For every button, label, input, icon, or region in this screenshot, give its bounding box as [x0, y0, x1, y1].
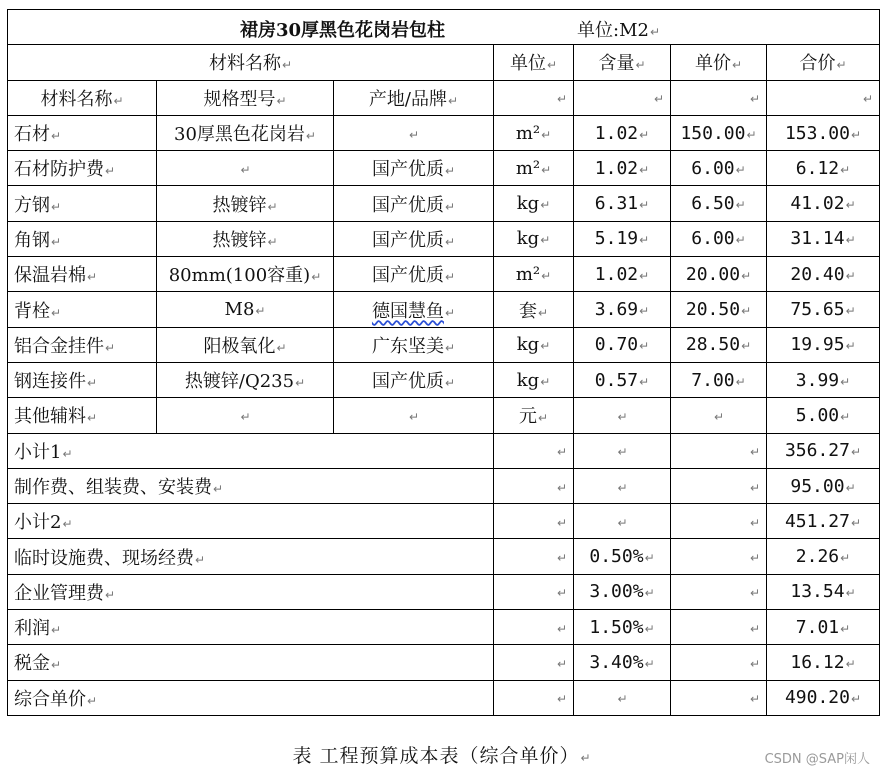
- empty-cell: ↵: [494, 433, 574, 468]
- table-row: [8, 327, 880, 362]
- cost-table: [7, 9, 880, 716]
- table-row: [8, 186, 880, 221]
- cell-spec: 热镀锌/Q235↵: [157, 362, 334, 397]
- cell-name: 钢连接件↵: [8, 362, 157, 397]
- empty-cell: ↵: [494, 468, 574, 503]
- summary-rate: ↵: [574, 433, 671, 468]
- empty-cell: ↵: [671, 574, 767, 609]
- summary-row: [8, 468, 880, 503]
- summary-row: [8, 539, 880, 574]
- header-row-1: [8, 45, 880, 80]
- cell-price: 6.00↵: [671, 221, 767, 256]
- empty-cell: ↵: [494, 680, 574, 715]
- empty-cell: ↵: [671, 504, 767, 539]
- table-row: [8, 398, 880, 433]
- cell-total: 20.40↵: [767, 257, 880, 292]
- cell-origin: 国产优质↵: [334, 221, 494, 256]
- summary-rate: ↵: [574, 504, 671, 539]
- cell-name: 方钢↵: [8, 186, 157, 221]
- summary-total: 451.27↵: [767, 504, 880, 539]
- cell-total: 153.00↵: [767, 115, 880, 150]
- summary-label: 税金↵: [8, 645, 494, 680]
- title-row: [8, 10, 880, 45]
- empty-cell: ↵: [671, 80, 767, 115]
- empty-cell: ↵: [671, 680, 767, 715]
- summary-rate: ↵: [574, 468, 671, 503]
- empty-cell: ↵: [671, 610, 767, 645]
- cell-total: 5.00↵: [767, 398, 880, 433]
- cell-unit: 套↵: [494, 292, 574, 327]
- cell-name: 保温岩棉↵: [8, 257, 157, 292]
- cell-unit: 元↵: [494, 398, 574, 433]
- cell-qty: 3.69↵: [574, 292, 671, 327]
- cell-total: 75.65↵: [767, 292, 880, 327]
- summary-label: 企业管理费↵: [8, 574, 494, 609]
- summary-label: 制作费、组装费、安装费↵: [8, 468, 494, 503]
- cell-price: 20.50↵: [671, 292, 767, 327]
- cell-unit: m²↵: [494, 151, 574, 186]
- cell-name: 石材↵: [8, 115, 157, 150]
- cell-unit: m²↵: [494, 115, 574, 150]
- cell-price: 20.00↵: [671, 257, 767, 292]
- summary-total: 7.01↵: [767, 610, 880, 645]
- empty-cell: ↵: [494, 80, 574, 115]
- empty-cell: ↵: [767, 80, 880, 115]
- empty-cell: ↵: [494, 610, 574, 645]
- cell-qty: 5.19↵: [574, 221, 671, 256]
- cell-qty: 6.31↵: [574, 186, 671, 221]
- cell-price: 7.00↵: [671, 362, 767, 397]
- summary-row: [8, 680, 880, 715]
- cell-total: 31.14↵: [767, 221, 880, 256]
- cell-origin: ↵: [334, 115, 494, 150]
- empty-cell: ↵: [494, 574, 574, 609]
- header-price: 单价↵: [671, 45, 767, 80]
- cell-price: 6.00↵: [671, 151, 767, 186]
- cell-origin: 德国慧鱼↵: [334, 292, 494, 327]
- cell-origin: 国产优质↵: [334, 186, 494, 221]
- empty-cell: ↵: [671, 539, 767, 574]
- cell-unit: kg↵: [494, 221, 574, 256]
- summary-label: 临时设施费、现场经费↵: [8, 539, 494, 574]
- empty-cell: ↵: [494, 539, 574, 574]
- cell-qty: 0.70↵: [574, 327, 671, 362]
- header-material-group: 材料名称↵: [8, 45, 494, 80]
- summary-label: 小计2↵: [8, 504, 494, 539]
- table-title: 裙房30厚黑色花岗岩包柱: [240, 20, 446, 41]
- cell-origin: 广东坚美↵: [334, 327, 494, 362]
- cell-qty: 0.57↵: [574, 362, 671, 397]
- table-row: [8, 115, 880, 150]
- cell-spec: 热镀锌↵: [157, 186, 334, 221]
- table-row: [8, 292, 880, 327]
- header-row-2: [8, 80, 880, 115]
- cell-spec: M8↵: [157, 292, 334, 327]
- title-cell: [8, 10, 880, 45]
- header-spec: 规格型号↵: [157, 80, 334, 115]
- cell-qty: 1.02↵: [574, 257, 671, 292]
- cell-total: 19.95↵: [767, 327, 880, 362]
- table-row: [8, 257, 880, 292]
- cell-name: 铝合金挂件↵: [8, 327, 157, 362]
- table-row: [8, 362, 880, 397]
- summary-row: [8, 574, 880, 609]
- summary-total: 356.27↵: [767, 433, 880, 468]
- empty-cell: ↵: [671, 645, 767, 680]
- table-row: [8, 221, 880, 256]
- summary-total: 13.54↵: [767, 574, 880, 609]
- summary-rate: ↵: [574, 680, 671, 715]
- cell-total: 41.02↵: [767, 186, 880, 221]
- cell-total: 6.12↵: [767, 151, 880, 186]
- summary-row: [8, 610, 880, 645]
- cell-origin: 国产优质↵: [334, 257, 494, 292]
- cell-qty: ↵: [574, 398, 671, 433]
- cell-price: 28.50↵: [671, 327, 767, 362]
- cell-price: ↵: [671, 398, 767, 433]
- cell-qty: 1.02↵: [574, 115, 671, 150]
- summary-label: 利润↵: [8, 610, 494, 645]
- summary-total: 2.26↵: [767, 539, 880, 574]
- cell-unit: kg↵: [494, 186, 574, 221]
- summary-total: 490.20↵: [767, 680, 880, 715]
- cell-name: 石材防护费↵: [8, 151, 157, 186]
- cell-name: 角钢↵: [8, 221, 157, 256]
- unit-label: 单位:M2↵: [577, 20, 661, 41]
- summary-row: [8, 645, 880, 680]
- summary-row: [8, 504, 880, 539]
- watermark: CSDN @SAP闲人: [764, 752, 870, 767]
- summary-row: [8, 433, 880, 468]
- cell-price: 6.50↵: [671, 186, 767, 221]
- cell-spec: 30厚黑色花岗岩↵: [157, 115, 334, 150]
- empty-cell: ↵: [574, 80, 671, 115]
- empty-cell: ↵: [494, 645, 574, 680]
- summary-label: 综合单价↵: [8, 680, 494, 715]
- cell-unit: kg↵: [494, 327, 574, 362]
- cell-origin: 国产优质↵: [334, 151, 494, 186]
- table-row: [8, 151, 880, 186]
- empty-cell: ↵: [671, 433, 767, 468]
- summary-rate: 1.50%↵: [574, 610, 671, 645]
- header-origin: 产地/品牌↵: [334, 80, 494, 115]
- cell-unit: kg↵: [494, 362, 574, 397]
- cell-origin: ↵: [334, 398, 494, 433]
- summary-rate: 3.40%↵: [574, 645, 671, 680]
- summary-total: 95.00↵: [767, 468, 880, 503]
- cell-total: 3.99↵: [767, 362, 880, 397]
- summary-total: 16.12↵: [767, 645, 880, 680]
- cell-name: 其他辅料↵: [8, 398, 157, 433]
- summary-label: 小计1↵: [8, 433, 494, 468]
- cell-price: 150.00↵: [671, 115, 767, 150]
- cell-qty: 1.02↵: [574, 151, 671, 186]
- summary-rate: 0.50%↵: [574, 539, 671, 574]
- clipped-top-text: [0, 0, 884, 8]
- header-unit: 单位↵: [494, 45, 574, 80]
- cell-spec: 阳极氧化↵: [157, 327, 334, 362]
- header-name: 材料名称↵: [8, 80, 157, 115]
- table-caption: 表 工程预算成本表（综合单价）↵: [292, 745, 592, 767]
- cell-name: 背栓↵: [8, 292, 157, 327]
- cell-spec: ↵: [157, 398, 334, 433]
- cell-origin: 国产优质↵: [334, 362, 494, 397]
- header-total: 合价↵: [767, 45, 880, 80]
- cell-spec: 热镀锌↵: [157, 221, 334, 256]
- empty-cell: ↵: [671, 468, 767, 503]
- cell-unit: m²↵: [494, 257, 574, 292]
- summary-rate: 3.00%↵: [574, 574, 671, 609]
- header-qty: 含量↵: [574, 45, 671, 80]
- empty-cell: ↵: [494, 504, 574, 539]
- cell-spec: ↵: [157, 151, 334, 186]
- cell-spec: 80mm(100容重)↵: [157, 257, 334, 292]
